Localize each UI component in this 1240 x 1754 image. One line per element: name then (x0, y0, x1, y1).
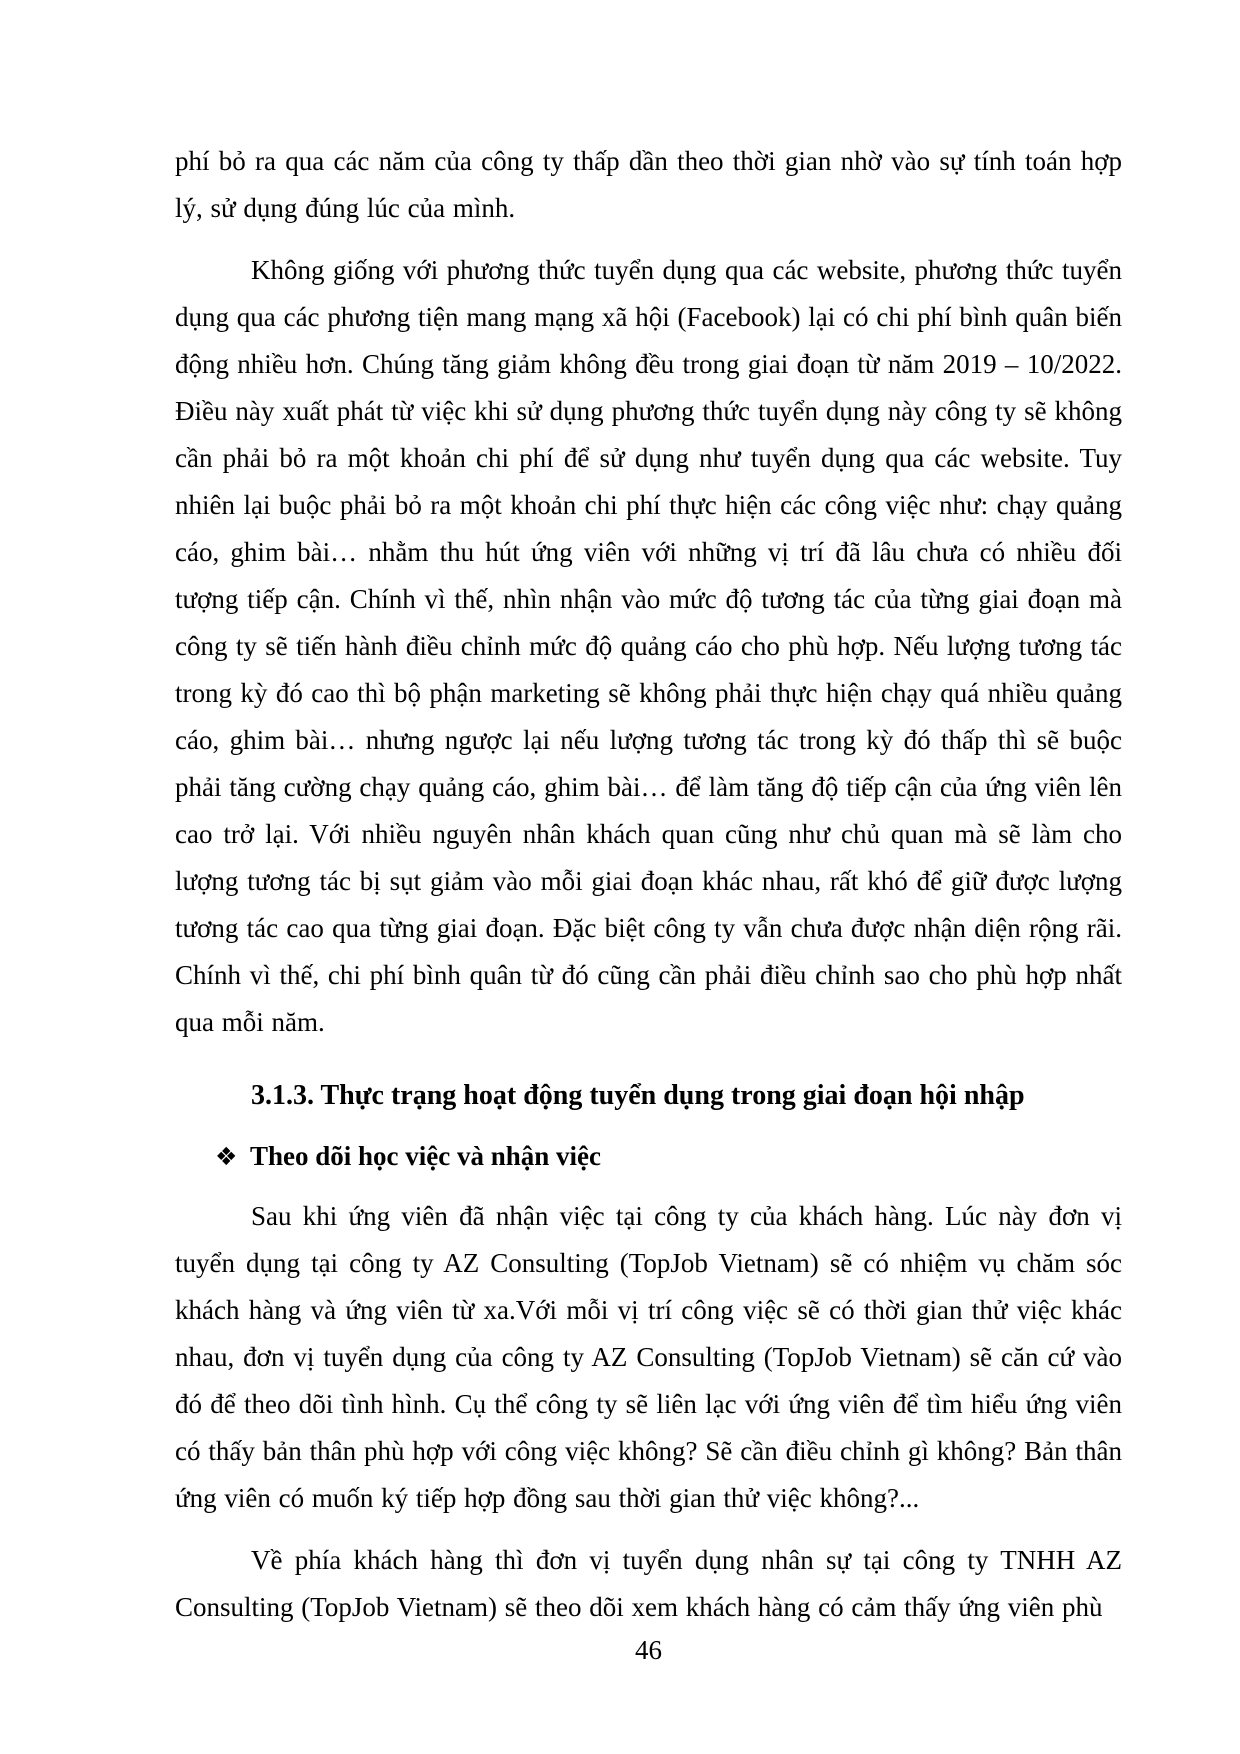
bullet-diamond-icon: ❖ (215, 1142, 238, 1171)
paragraph-continuation: phí bỏ ra qua các năm của công ty thấp dần theo thời gian nhờ vào sự tính toán hợp lý, sử dụng đúng lúc của mình. (175, 146, 1122, 223)
paragraph: Không giống với phương thức tuyển dụng qua các website, phương thức tuyển dụng qua các phương tiện mang mạng xã hội (Facebook) lại có chi phí bình quân biến động nhiều hơn. Chúng tăng giảm không đều trong giai đoạn từ năm 2019 – 10/2022. Điều này xuất phát từ việc khi sử dụng phương thức tuyển dụng này công ty sẽ không cần phải bỏ ra một khoản chi phí để sử dụng như tuyển dụng qua các website. Tuy nhiên lại buộc phải bỏ ra một khoản chi phí thực hiện các công việc như: chạy quảng cáo, ghim bài… nhằm thu hút ứng viên với những vị trí đã lâu chưa có nhiều đối tượng tiếp cận. Chính vì thế, nhìn nhận vào mức độ tương tác của từng giai đoạn mà công ty sẽ tiến hành điều chỉnh mức độ quảng cáo cho phù hợp. Nếu lượng tương tác trong kỳ đó cao thì bộ phận marketing sẽ không phải thực hiện chạy quá nhiều quảng cáo, ghim bài… nhưng ngược lại nếu lượng tương tác trong kỳ đó thấp thì sẽ buộc phải tăng cường chạy quảng cáo, ghim bài… để làm tăng độ tiếp cận của ứng viên lên cao trở lại. Với nhiều nguyên nhân khách quan cũng như chủ quan mà sẽ làm cho lượng tương tác bị sụt giảm vào mỗi giai đoạn khác nhau, rất khó để giữ được lượng tương tác cao qua từng giai đoạn. Đặc biệt công ty vẫn chưa được nhận diện rộng rãi. Chính vì thế, chi phí bình quân từ đó cũng cần phải điều chỉnh sao cho phù hợp nhất qua mỗi năm. (175, 255, 1122, 1037)
section-heading: 3.1.3. Thực trạng hoạt động tuyển dụng trong giai đoạn hội nhập (251, 1080, 1025, 1111)
paragraph: Về phía khách hàng thì đơn vị tuyển dụng nhân sự tại công ty TNHH AZ Consulting (TopJob Vietnam) sẽ theo dõi xem khách hàng có cảm thấy ứng viên phù (175, 1545, 1122, 1622)
paragraph: Sau khi ứng viên đã nhận việc tại công ty của khách hàng. Lúc này đơn vị tuyển dụng tại công ty AZ Consulting (TopJob Vietnam) sẽ có nhiệm vụ chăm sóc khách hàng và ứng viên từ xa.Với mỗi vị trí công việc sẽ có thời gian thử việc khác nhau, đơn vị tuyển dụng của công ty AZ Consulting (TopJob Vietnam) sẽ căn cứ vào đó để theo dõi tình hình. Cụ thể công ty sẽ liên lạc với ứng viên để tìm hiểu ứng viên có thấy bản thân phù hợp với công việc không? Sẽ cần điều chỉnh gì không? Bản thân ứng viên có muốn ký tiếp hợp đồng sau thời gian thử việc không?... (175, 1201, 1122, 1513)
page-number: 46 (635, 1635, 662, 1665)
page-content (175, 138, 1122, 1631)
bullet-label: Theo dõi học việc và nhận việc (250, 1141, 602, 1171)
bullet-item (175, 1133, 1122, 1180)
